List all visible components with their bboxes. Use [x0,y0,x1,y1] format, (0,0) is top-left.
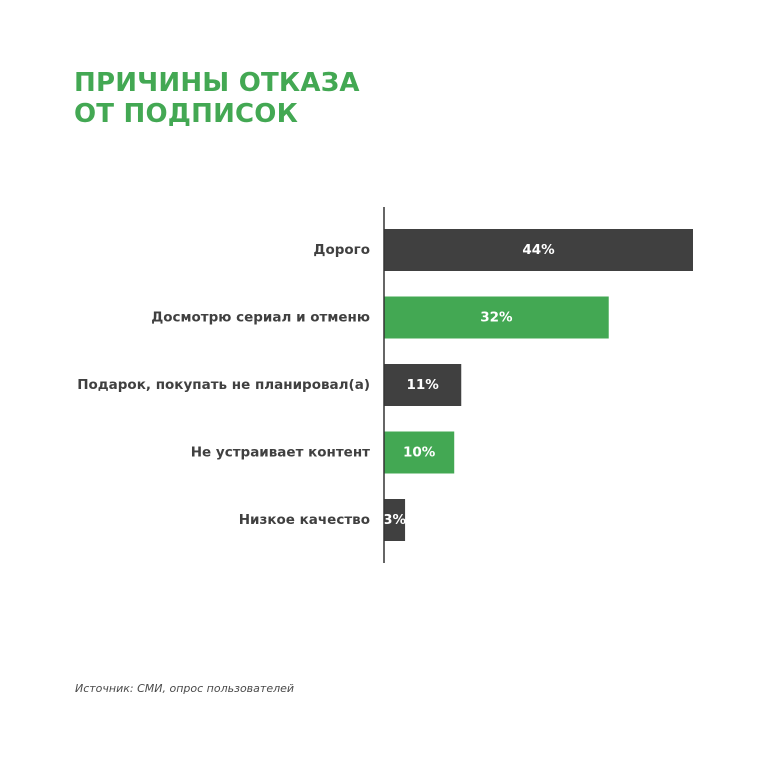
source-note: Источник: СМИ, опрос пользователей [75,682,295,695]
value-label-4: 10% [402,444,436,461]
chart-title-line-1: ПРИЧИНЫ ОТКАЗА [74,68,360,98]
category-label-2: Досмотрю сериал и отменю [151,309,370,326]
chart-title-line-2: ОТ ПОДПИСОК [74,99,299,129]
bars-group [77,229,693,541]
value-label-1: 44% [522,242,555,258]
category-label-4: Не устраивает контент [190,444,370,461]
category-label-3: Подарок, покупать не планировал(а) [77,377,370,393]
value-label-2: 32% [480,309,513,326]
value-label-5: 3% [383,512,406,528]
value-label-3: 11% [406,377,439,393]
category-label-1: Дорого [313,242,370,258]
category-label-5: Низкое качество [238,512,370,528]
